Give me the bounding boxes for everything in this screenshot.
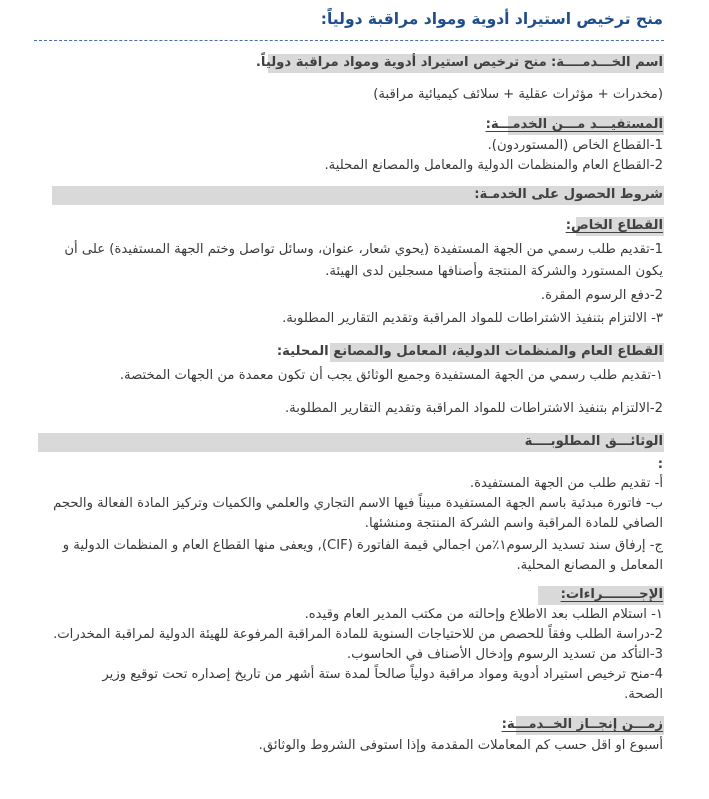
private-sector-heading: القطاع الخاص:	[565, 218, 663, 233]
document-line: المعامل و المصانع المحلية.	[516, 558, 663, 573]
procedures-heading: الإجــــــــراءات:	[560, 587, 663, 602]
private-condition-line: 1-تقديم طلب رسمي من الجهة المستفيدة (يحوي شعار، عنوان، وسائل تواصل وختم الجهة المستفيدة) على أن	[64, 242, 663, 257]
procedure-line: 3-التأكد من تسديد الرسوم وإدخال الأصناف في الحاسوب.	[346, 647, 663, 662]
private-condition-line: يكون المستورد والشركة المنتجة وأصنافها مسجلين لدى الهيئة.	[325, 264, 663, 279]
public-condition-line: 2-الالتزام بتنفيذ الاشتراطات للمواد المراقبة وتقديم التقارير المطلوبة.	[284, 401, 663, 416]
procedure-line: ١- استلام الطلب بعد الاطلاع وإحالته من مكتب المدير العام وقيده.	[304, 607, 663, 622]
service-name-label: اسم الخـــدمــــة:	[550, 55, 663, 70]
service-name-note: (مخدرات + مؤثرات عقلية + سلائف كيميائية مراقبة)	[373, 87, 663, 102]
document-line: ب- فاتورة مبدئية باسم الجهة المستفيدة مبيناً فيها الاسم التجاري والعلمي والكميات وتركيز المادة الفعالة والحجم	[53, 496, 663, 511]
procedure-line: 2-دراسة الطلب وفقاً للحصص من للاحتياجات السنوية للمادة المراقبة المرفوعة للهيئة الدولية لمراقبة المخدرات.	[53, 627, 663, 642]
completion-time-heading: زمـــن إنجــاز الخــدمـــة:	[501, 717, 663, 732]
title-divider	[34, 40, 664, 41]
document-line: الصافي للمادة المراقبة واسم الشركة المنتجة ومنشئها.	[364, 516, 663, 531]
service-name-row	[38, 54, 663, 72]
documents-colon: :	[657, 457, 663, 472]
service-name-value: منح ترخيص استيراد أدوية ومواد مراقبة دولياً.	[255, 55, 547, 70]
public-condition-line: ١-تقديم طلب رسمي من الجهة المستفيدة وجميع الوثائق يجب أن تكون معمدة من الجهات المختصة.	[119, 368, 663, 383]
procedure-line: الصحة.	[624, 687, 663, 702]
document-line: ج- إرفاق سند تسديد الرسوم١٪من اجمالي قيمة الفاتورة (CIF), ويعفى منها القطاع العام و المنظمات الدولية و	[62, 538, 663, 553]
beneficiary-item: 1-القطاع الخاص (المستوردون).	[487, 138, 663, 153]
page-title: منح ترخيص استيراد أدوية ومواد مراقبة دولياً:	[320, 10, 663, 28]
beneficiaries-heading: المستفيـــد مـــن الخدمـــة:	[485, 117, 663, 132]
public-sector-heading: القطاع العام والمنظمات الدولية، المعامل والمصانع المحلية:	[276, 344, 663, 359]
beneficiary-item: 2-القطاع العام والمنظمات الدولية والمعامل والمصانع المحلية.	[324, 158, 663, 173]
documents-heading: الوثائـــق المطلوبــــة	[524, 434, 663, 449]
document-line: أ- تقديم طلب من الجهة المستفيدة.	[469, 476, 663, 491]
conditions-heading: شروط الحصول على الخدمـة:	[474, 187, 663, 202]
private-condition-line: ٣- الالتزام بتنفيذ الاشتراطات للمواد المراقبة وتقديم التقارير المطلوبة.	[282, 311, 663, 326]
procedure-line: 4-منح ترخيص استيراد أدوية ومواد مراقبة دولياً صالحاً لمدة ستة أشهر من تاريخ إصداره تحت توقيع وزير	[102, 667, 663, 682]
private-condition-line: 2-دفع الرسوم المقرة.	[540, 288, 663, 303]
completion-time-text: أسبوع او اقل حسب كم المعاملات المقدمة وإذا استوفى الشروط والوثائق.	[258, 738, 663, 753]
